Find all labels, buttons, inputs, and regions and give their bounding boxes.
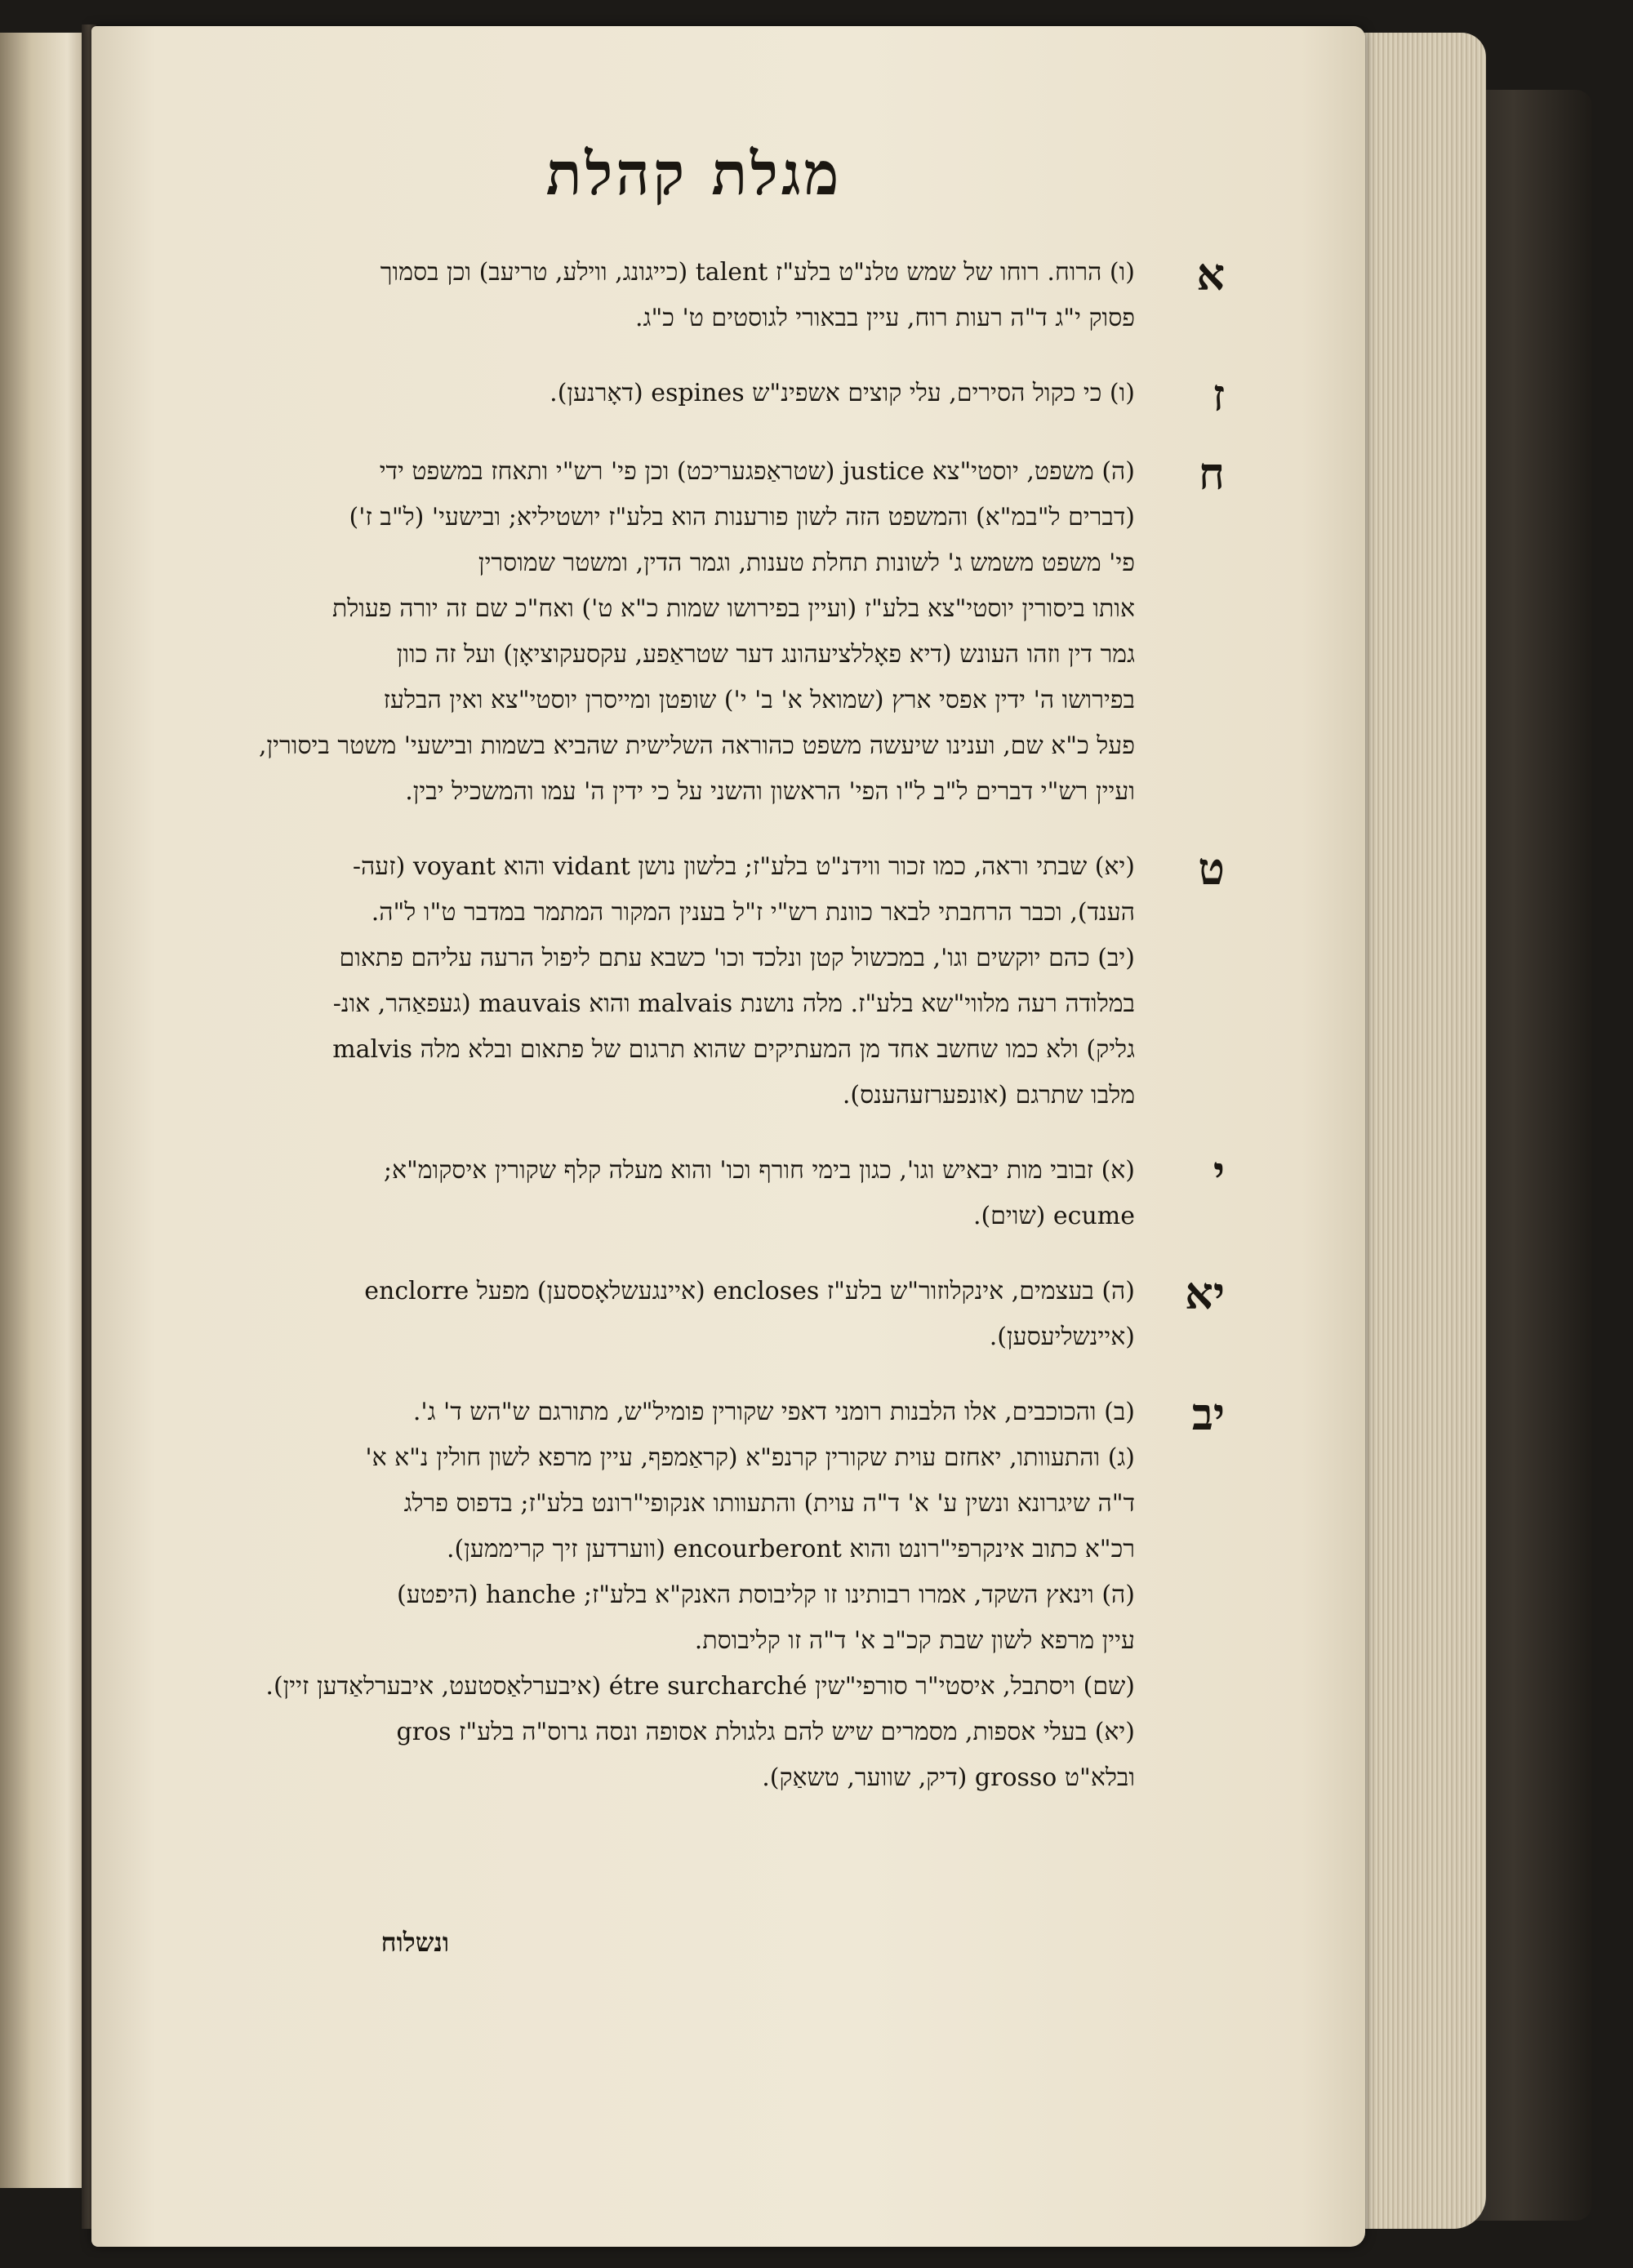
entry-body bbox=[163, 250, 1135, 341]
text-line: ד"ה שיגרונא ונשין ע' א' ד"ה עוית) והתעוותו אנקופי"רונט בלע"ז; בדפוס פרלג bbox=[403, 1489, 1135, 1518]
entry-tet bbox=[163, 844, 1225, 1118]
text-line: (א) זבובי מות יבאיש וגו', כגון בימי חורף וכו' והוא מעלה קלף שקורין איסקומ"א; bbox=[383, 1156, 1135, 1185]
page-content bbox=[163, 139, 1225, 1830]
entry-body bbox=[163, 371, 1135, 420]
text-line: פעל כ"א שם, וענינו שיעשה משפט כהוראה השלישית שהביא בשמות ובישעי' משטר ביסורין, bbox=[259, 732, 1135, 760]
text-line: ובלא"ט grosso (דיק, שווער, טשאַק). bbox=[762, 1763, 1135, 1792]
chapter-marker: ח bbox=[1199, 447, 1225, 500]
text-line: (יב) כהם יוקשים וגו', במכשול קטן ונלכד וכו' כשבא עתם ליפול הרעה עליהם פתאום bbox=[339, 944, 1135, 972]
text-line: מלבו שתרגם (אונפערזעהענס). bbox=[842, 1081, 1135, 1110]
text-line: הענד), וכבר הרחבתי לבאר כוונת רש"י ז"ל בענין המקור המתמר במדבר ט"ו ל"ה. bbox=[371, 898, 1135, 927]
text-line: (דברים ל"במ"א) והמשפט הזה לשון פורענות הוא בלע"ז יושטיליא; ובישעי' (ל"ב ז') bbox=[349, 503, 1135, 531]
entry-body bbox=[163, 1148, 1135, 1239]
text-line: ecume (שוים). bbox=[972, 1202, 1135, 1230]
text-line: (איינשליעסען). bbox=[989, 1323, 1135, 1351]
text-line: עיין מרפא לשון שבת קכ"ב א' ד"ה זו קליבוסת. bbox=[694, 1626, 1135, 1655]
text-line: (שם) ויסתבל, איסטי"ר סורפי"שין étre surcharché (איבערלאַסטעט, איבערלאַדען זיין). bbox=[265, 1672, 1135, 1701]
text-line: פי' משפט משמש ג' לשונות תחלת טענות, וגמר הדין, ומשטר שמוסרין bbox=[478, 549, 1135, 577]
text-line: ועיין רש"י דברים ל"ב ל"ו הפי' הראשון והשני על כי ידין ה' עמו והמשכיל יבין. bbox=[405, 777, 1135, 806]
text-line: גליק) ולא כמו שחשב אחד מן המעתיקים שהוא תרגום של פתאום ובלא מלה malvis bbox=[332, 1035, 1135, 1064]
text-line: פסוק י"ג ד"ה רעות רוח, עיין בבאורי לגוסטים ט' כ"ג. bbox=[635, 304, 1135, 332]
text-line: רכ"א כתוב אינקרפי"רונט והוא encourberont (ווערדען זיך קריממען). bbox=[447, 1535, 1135, 1563]
chapter-marker: ז bbox=[1212, 369, 1225, 421]
chapter-marker: יב bbox=[1191, 1388, 1225, 1440]
entry-chet bbox=[163, 449, 1225, 815]
text-line: (ג) והתעוותו, יאחזם עוית שקורין קרנפ"א (קראַמפף, עיין מרפא לשון חולין נ"א א' bbox=[365, 1443, 1135, 1472]
text-line: (ב) והכוכבים, אלו הלבנות רומני דאפי שקורין פומיל"ש, מתורגם ש"הש ד' ג'. bbox=[412, 1398, 1135, 1426]
catchword: ונשלוח bbox=[380, 1927, 449, 1958]
entry-body bbox=[163, 1390, 1135, 1801]
page-title: מגלת קהלת bbox=[545, 139, 843, 208]
entry-zayin bbox=[163, 371, 1225, 420]
text-line: (ו) כי כקול הסירים, עלי קוצים אשפינ"ש espines (דאָרנען). bbox=[550, 379, 1135, 407]
chapter-marker: א bbox=[1196, 248, 1225, 300]
chapter-marker: יא bbox=[1185, 1267, 1225, 1319]
text-line: (ה) בעצמים, אינקלוזור"ש בלע"ז encloses (איינגעשלאָססען) מפעל enclorre bbox=[364, 1277, 1135, 1305]
entry-yod-bet bbox=[163, 1390, 1225, 1801]
text-line: (ה) משפט, יוסטי"צא justice (שטראַפגעריכט) וכן פי' רש"י ותאחז במשפט ידי bbox=[379, 457, 1135, 486]
text-line: אותו ביסורין יוסטי"צא בלע"ז (ועיין בפירושו שמות כ"א ט') ואח"כ שם זה יורה פעולת bbox=[331, 594, 1135, 623]
entry-alef bbox=[163, 250, 1225, 341]
entry-body bbox=[163, 844, 1135, 1118]
text-line: גמר דין וזהו העונש (דיא פאָללציעהונג דער שטראַפע, עקסעקוציאָן) ועל זה כוון bbox=[396, 640, 1135, 669]
entry-body bbox=[163, 1269, 1135, 1360]
chapter-marker: ט bbox=[1198, 843, 1225, 895]
text-line: (ו) הרוח. רוחו של שמש טלנ"ט בלע"ז talent (כייגונג, ווילע, טריעב) וכן בסמוך bbox=[380, 258, 1135, 287]
entry-yod-alef bbox=[163, 1269, 1225, 1360]
text-line: (ה) וינאץ השקד, אמרו רבותינו זו קליבוסת האנק"א בלע"ז; hanche (היפטע) bbox=[397, 1581, 1135, 1609]
text-line: בפירושו ה' ידין אפסי ארץ (שמואל א' ב' י') שופטן ומייסרן יוסטי"צא ואין הבלעז bbox=[383, 686, 1135, 714]
entry-yod bbox=[163, 1148, 1225, 1239]
entry-body bbox=[163, 449, 1135, 815]
text-line: (יא) בעלי אספות, מסמרים שיש להם גלגולת אסופה ונסה גרוס"ה בלע"ז gros bbox=[396, 1718, 1135, 1746]
chapter-marker: י bbox=[1213, 1146, 1225, 1198]
page-edges bbox=[1355, 33, 1486, 2229]
text-line: (יא) שבתי וראה, כמו זכור ווידנ"ט בלע"ז; בלשון נושן vidant והוא voyant (זעה- bbox=[352, 852, 1135, 881]
text-line: במלודה רעה מלווי"שא בלע"ז. מלה נושנת malvais והוא mauvais (געפאַהר, אונ- bbox=[332, 989, 1135, 1018]
left-page-edge bbox=[0, 33, 90, 2188]
